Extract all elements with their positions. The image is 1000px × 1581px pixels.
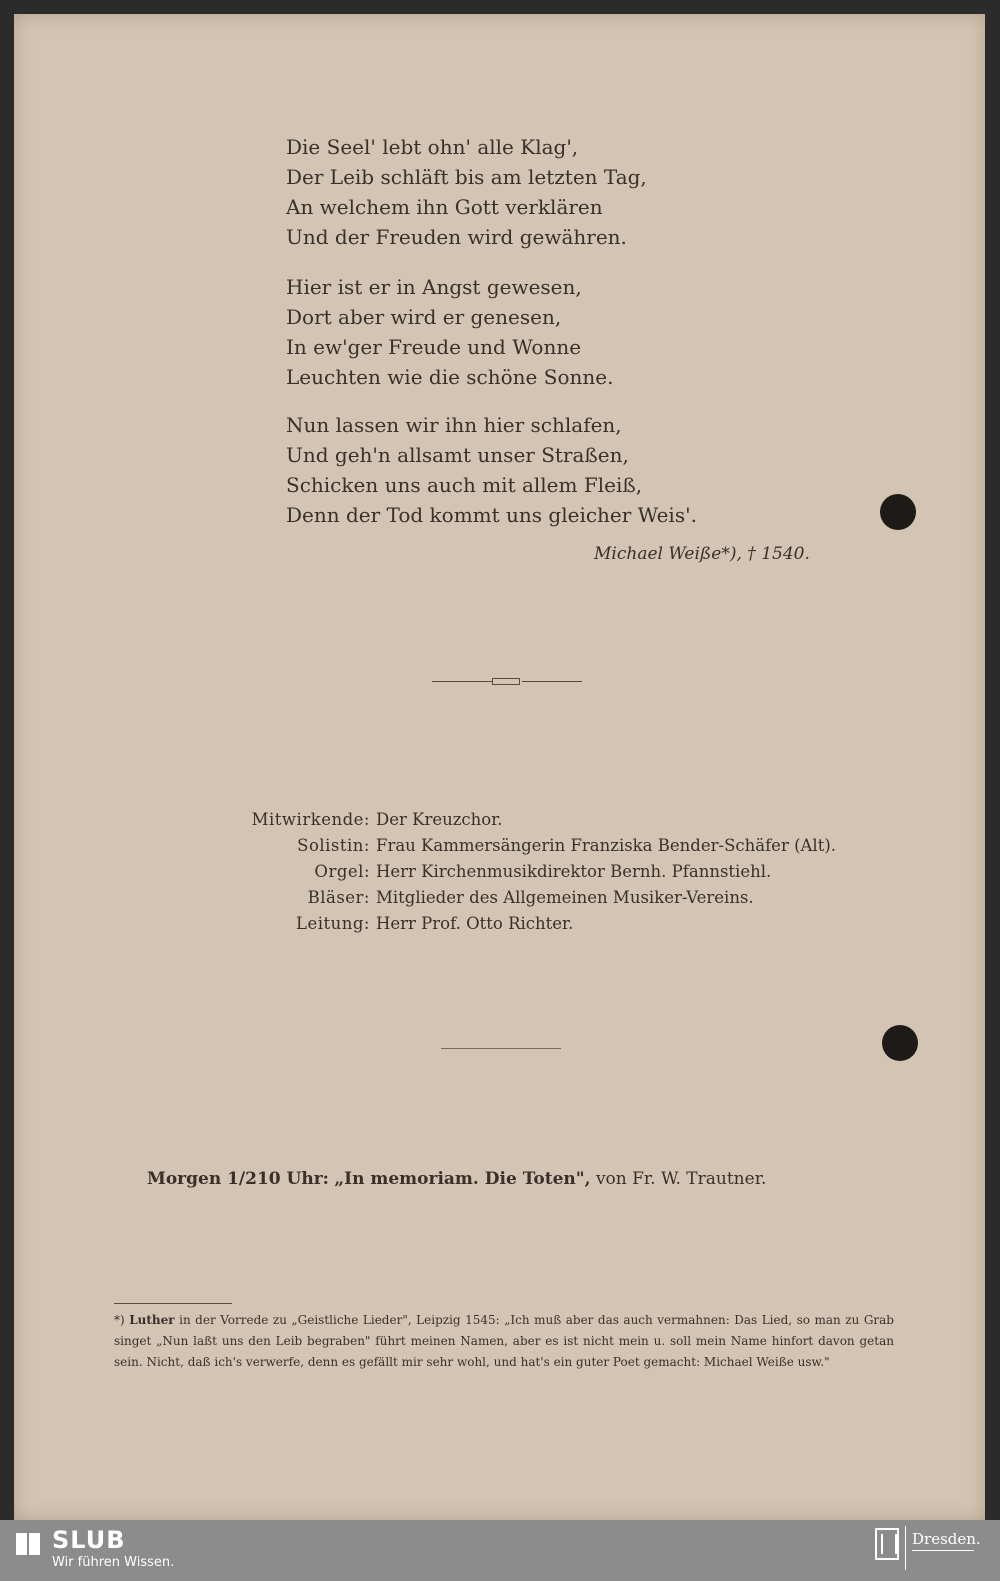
credit-value: Herr Kirchenmusikdirektor Bernh. Pfannstiehl. bbox=[376, 862, 772, 881]
ornament-divider bbox=[432, 678, 582, 686]
dresden-logo-text: Dresden. bbox=[912, 1530, 981, 1548]
poem-line: Und der Freuden wird gewähren. bbox=[286, 225, 627, 249]
announcement-author: von Fr. W. Trautner. bbox=[595, 1169, 767, 1189]
credit-row bbox=[232, 859, 836, 885]
poem-line: Dort aber wird er genesen, bbox=[286, 305, 562, 329]
credit-role: Orgel: bbox=[314, 862, 370, 881]
credit-value: Mitglieder des Allgemeinen Musiker-Vereins. bbox=[376, 888, 754, 907]
banner-separator bbox=[905, 1526, 906, 1570]
library-banner bbox=[0, 1520, 1000, 1581]
dresden-crest-icon bbox=[875, 1528, 899, 1560]
poem-line: Und geh'n allsamt unser Straßen, bbox=[286, 443, 629, 467]
poem-line: An welchem ihn Gott verklären bbox=[286, 195, 603, 219]
footnote-text: in der Vorrede zu „Geistliche Lieder", Leipzig 1545: „Ich muß aber das auch vermahnen: Das Lied, so man zu Grab singet „Nun laßt uns den Leib begraben" führt meinen Namen, aber es ist nicht mein u. soll mein Name hinfort davon getan sein. Nicht, daß ich's verwerfe, denn es gefällt mir sehr wohl, und hat's ein guter Poet gemacht: Michael Weiße usw." bbox=[114, 1313, 894, 1369]
poem-line: Die Seel' lebt ohn' alle Klag', bbox=[286, 135, 579, 159]
punch-hole bbox=[880, 494, 916, 530]
credit-value: Herr Prof. Otto Richter. bbox=[376, 914, 574, 933]
credit-row bbox=[232, 833, 836, 859]
poem-stanza-1 bbox=[286, 132, 647, 252]
footnote bbox=[114, 1310, 894, 1373]
slub-tagline: Wir führen Wissen. bbox=[52, 1555, 175, 1570]
credit-value: Frau Kammersängerin Franziska Bender-Schäfer (Alt). bbox=[376, 836, 837, 855]
poem-line: Schicken uns auch mit allem Fleiß, bbox=[286, 473, 643, 497]
book-icon bbox=[16, 1531, 42, 1559]
document-page bbox=[14, 14, 985, 1520]
credit-value: Der Kreuzchor. bbox=[376, 810, 503, 829]
section-divider bbox=[441, 1048, 561, 1049]
poem-line: Leuchten wie die schöne Sonne. bbox=[286, 365, 614, 389]
slub-logo-text[interactable]: SLUB bbox=[52, 1526, 126, 1554]
poem-stanza-3 bbox=[286, 410, 697, 530]
next-event-announcement bbox=[147, 1169, 766, 1189]
punch-hole bbox=[882, 1025, 918, 1061]
credit-row bbox=[232, 885, 836, 911]
credit-role: Leitung: bbox=[295, 914, 370, 933]
poem-line: Nun lassen wir ihn hier schlafen, bbox=[286, 413, 622, 437]
credit-role: Bläser: bbox=[307, 888, 370, 907]
poem-line: In ew'ger Freude und Wonne bbox=[286, 335, 582, 359]
footnote-name: Luther bbox=[129, 1313, 175, 1327]
credit-role: Mitwirkende: bbox=[251, 810, 370, 829]
credit-row bbox=[232, 807, 836, 833]
announcement-title: „In memoriam. Die Toten", bbox=[334, 1169, 591, 1189]
poem-attribution: Michael Weiße*), † 1540. bbox=[594, 544, 810, 564]
credit-row bbox=[232, 911, 836, 937]
footnote-mark: *) bbox=[114, 1313, 125, 1327]
credits-list bbox=[232, 807, 836, 937]
poem-stanza-2 bbox=[286, 272, 613, 392]
poem-line: Denn der Tod kommt uns gleicher Weis'. bbox=[286, 503, 697, 527]
poem-line: Hier ist er in Angst gewesen, bbox=[286, 275, 582, 299]
poem-line: Der Leib schläft bis am letzten Tag, bbox=[286, 165, 647, 189]
announcement-lead: Morgen 1/210 Uhr: bbox=[147, 1169, 329, 1189]
credit-role: Solistin: bbox=[297, 836, 370, 855]
footnote-rule bbox=[114, 1303, 232, 1304]
dresden-logo[interactable] bbox=[912, 1530, 981, 1551]
